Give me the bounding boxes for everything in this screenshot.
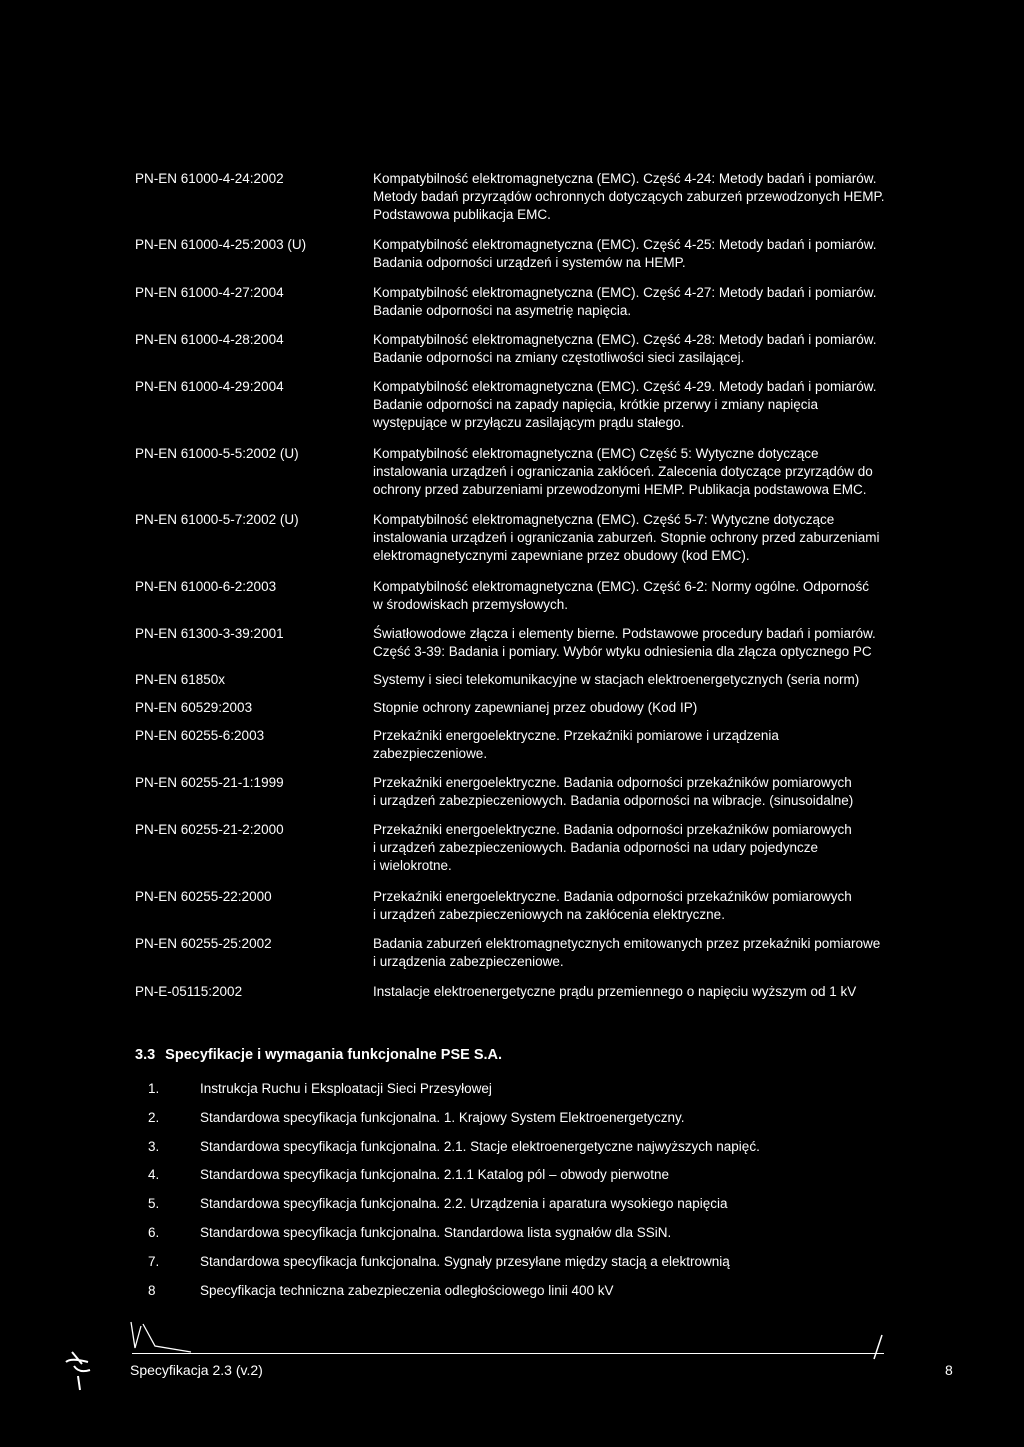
norm-description-line: instalowania urządzeń i ograniczania zakłóceń. Zalecenia dotyczące przyrządów do (373, 464, 873, 479)
norm-description-line: Badania zaburzeń elektromagnetycznych emitowanych przez przekaźniki pomiarowe (373, 936, 881, 951)
norm-code: PN-EN 61000-4-24:2002 (135, 171, 284, 186)
norm-description-line: Przekaźniki energoelektryczne. Przekaźniki pomiarowe i urządzenia (373, 728, 779, 743)
norm-description-line: Kompatybilność elektromagnetyczna (EMC). Część 5-7: Wytyczne dotyczące (373, 512, 835, 527)
norm-description-line: ochrony przed zaburzeniami przewodzonymi HEMP. Publikacja podstawowa EMC. (373, 482, 867, 497)
norm-description (373, 284, 933, 320)
norm-description-line: Kompatybilność elektromagnetyczna (EMC). Część 4-28: Metody badań i pomiarów. (373, 332, 877, 347)
signature-stroke-mark (868, 1333, 888, 1361)
norm-code: PN-EN 61000-4-25:2003 (U) (135, 237, 307, 252)
norm-description-line: instalowania urządzeń i ograniczania zaburzeń. Stopnie ochrony przed zaburzeniami (373, 530, 880, 545)
norm-description (373, 983, 933, 1001)
norm-description (373, 774, 933, 810)
list-number: 7. (148, 1254, 160, 1269)
norm-code: PN-EN 61000-6-2:2003 (135, 579, 277, 594)
norm-description-line: Metody badań przyrządów ochronnych dotyczących zaburzeń przewodzonych HEMP. (373, 189, 885, 204)
norm-description-line: Kompatybilność elektromagnetyczna (EMC). Część 4-29. Metody badań i pomiarów. (373, 379, 877, 394)
norm-description (373, 578, 933, 614)
norm-description-line: Badanie odporności na zmiany częstotliwości sieci zasilającej. (373, 350, 745, 365)
list-text: Standardowa specyfikacja funkcjonalna. Sygnały przesyłane między stacją a elektrownią (200, 1254, 730, 1269)
norm-description (373, 236, 933, 272)
list-number: 6. (148, 1225, 160, 1240)
norm-description-line: i wielokrotne. (373, 858, 452, 873)
norm-code: PN-EN 61000-4-29:2004 (135, 379, 284, 394)
norm-code: PN-EN 60255-6:2003 (135, 728, 265, 743)
norm-description-line: w środowiskach przemysłowych. (373, 597, 569, 612)
norm-description-line: Podstawowa publikacja EMC. (373, 207, 551, 222)
norm-description-line: Badanie odporności na asymetrię napięcia. (373, 303, 632, 318)
norm-description-line: elektromagnetycznymi zapewniane przez obudowy (kod EMC). (373, 548, 750, 563)
list-number: 3. (148, 1139, 160, 1154)
norm-code: PN-EN 61300-3-39:2001 (135, 626, 284, 641)
norm-code: PN-E-05115:2002 (135, 984, 243, 999)
list-text: Standardowa specyfikacja funkcjonalna. Standardowa lista sygnałów dla SSiN. (200, 1225, 672, 1240)
page-number: 8 (945, 1362, 953, 1378)
norm-code: PN-EN 61000-5-5:2002 (U) (135, 446, 299, 461)
norm-description (373, 727, 933, 763)
norm-description-line: Przekaźniki energoelektryczne. Badania odporności przekaźników pomiarowych (373, 889, 852, 904)
list-number: 4. (148, 1167, 160, 1182)
norm-description-line: Stopnie ochrony zapewnianej przez obudowy (Kod IP) (373, 700, 698, 715)
norm-description-line: i urządzeń zabezpieczeniowych. Badania odporności na wibracje. (sinusoidalne) (373, 793, 854, 808)
footer-spec-version: Specyfikacja 2.3 (v.2) (130, 1362, 263, 1378)
norm-description-line: Kompatybilność elektromagnetyczna (EMC). Część 4-24: Metody badań i pomiarów. (373, 171, 877, 186)
norm-description (373, 170, 933, 224)
norm-description-line: Systemy i sieci telekomunikacyjne w stacjach elektroenergetycznych (seria norm) (373, 672, 860, 687)
norm-description-line: Światłowodowe złącza i elementy bierne. Podstawowe procedury badań i pomiarów. (373, 626, 876, 641)
norm-description-line: Badanie odporności na zapady napięcia, krótkie przerwy i zmiany napięcia (373, 397, 818, 412)
norm-code: PN-EN 60529:2003 (135, 700, 253, 715)
norm-description-line: Przekaźniki energoelektryczne. Badania odporności przekaźników pomiarowych (373, 775, 852, 790)
footer-divider (132, 1353, 884, 1354)
list-number: 2. (148, 1110, 160, 1125)
norm-description-line: zabezpieczeniowe. (373, 746, 488, 761)
norm-description-line: Kompatybilność elektromagnetyczna (EMC). Część 4-25: Metody badań i pomiarów. (373, 237, 877, 252)
list-number: 5. (148, 1196, 160, 1211)
norm-description (373, 331, 933, 367)
norm-description-line: Kompatybilność elektromagnetyczna (EMC) Część 5: Wytyczne dotyczące (373, 446, 819, 461)
handwritten-initials-mark (58, 1348, 108, 1392)
list-text: Standardowa specyfikacja funkcjonalna. 2.1.1 Katalog pól – obwody pierwotne (200, 1167, 670, 1182)
list-text: Specyfikacja techniczna zabezpieczenia odległościowego linii 400 kV (200, 1283, 614, 1298)
norm-description (373, 625, 933, 661)
list-number: 8 (148, 1283, 156, 1298)
norm-code: PN-EN 60255-22:2000 (135, 889, 272, 904)
norm-code: PN-EN 61850x (135, 672, 226, 687)
norm-code: PN-EN 61000-4-27:2004 (135, 285, 284, 300)
norm-code: PN-EN 61000-5-7:2002 (U) (135, 512, 299, 527)
norm-description (373, 821, 933, 875)
signature-mark (125, 1318, 195, 1354)
norm-description (373, 888, 933, 924)
norm-description-line: Kompatybilność elektromagnetyczna (EMC). Część 6-2: Normy ogólne. Odporność (373, 579, 869, 594)
list-number: 1. (148, 1081, 160, 1096)
list-text: Standardowa specyfikacja funkcjonalna. 1. Krajowy System Elektroenergetyczny. (200, 1110, 685, 1125)
norm-code: PN-EN 61000-4-28:2004 (135, 332, 284, 347)
norm-description-line: Badania odporności urządzeń i systemów na HEMP. (373, 255, 686, 270)
norm-description-line: występujące w przyłączu zasilającym prądu stałego. (373, 415, 685, 430)
norm-description (373, 935, 933, 971)
list-text: Standardowa specyfikacja funkcjonalna. 2.2. Urządzenia i aparatura wysokiego napięcia (200, 1196, 728, 1211)
norm-description-line: Część 3-39: Badania i pomiary. Wybór wtyku odniesienia dla złącza optycznego PC (373, 644, 872, 659)
section-heading (135, 1047, 502, 1063)
norm-description-line: Kompatybilność elektromagnetyczna (EMC). Część 4-27: Metody badań i pomiarów. (373, 285, 877, 300)
list-text: Standardowa specyfikacja funkcjonalna. 2.1. Stacje elektroenergetyczne najwyższych napięć. (200, 1139, 760, 1154)
norm-description (373, 671, 933, 689)
norm-description-line: Instalacje elektroenergetyczne prądu przemiennego o napięciu wyższym od 1 kV (373, 984, 857, 999)
section-title: Specyfikacje i wymagania funkcjonalne PSE S.A. (165, 1047, 503, 1063)
norm-code: PN-EN 60255-25:2002 (135, 936, 272, 951)
norm-description (373, 445, 933, 499)
norm-description-line: i urządzenia zabezpieczeniowe. (373, 954, 564, 969)
norm-code: PN-EN 60255-21-1:1999 (135, 775, 284, 790)
norm-description (373, 511, 933, 565)
norm-code: PN-EN 60255-21-2:2000 (135, 822, 284, 837)
norm-description (373, 378, 933, 432)
list-text: Instrukcja Ruchu i Eksploatacji Sieci Przesyłowej (200, 1081, 492, 1096)
norm-description-line: i urządzeń zabezpieczeniowych. Badania odporności na udary pojedyncze (373, 840, 819, 855)
norm-description-line: Przekaźniki energoelektryczne. Badania odporności przekaźników pomiarowych (373, 822, 852, 837)
section-number: 3.3 (135, 1047, 156, 1063)
norm-description (373, 699, 933, 717)
norm-description-line: i urządzeń zabezpieczeniowych na zakłócenia elektryczne. (373, 907, 725, 922)
